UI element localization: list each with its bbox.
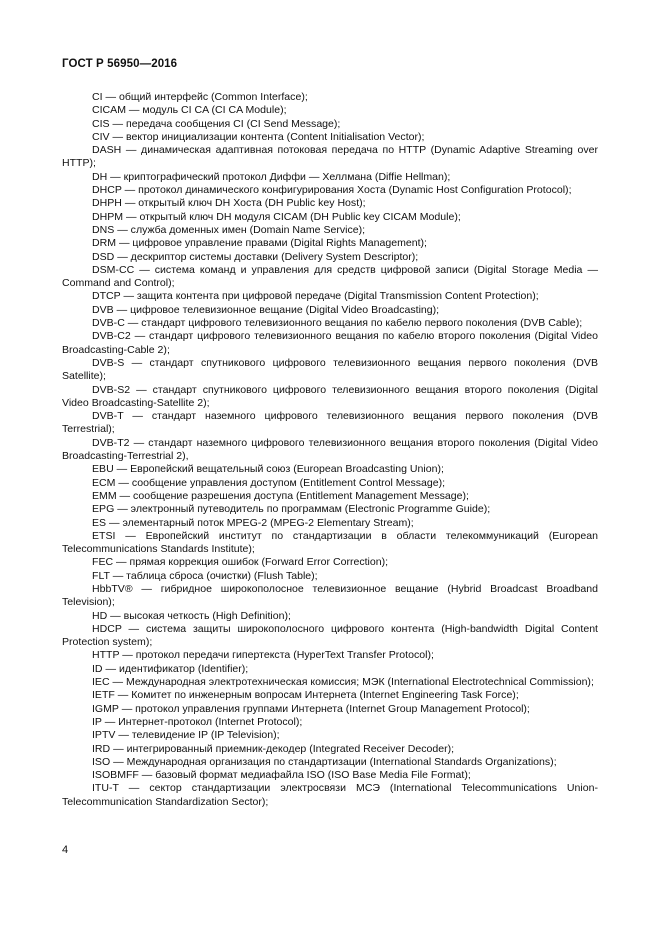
abbreviation-entry: DVB — цифровое телевизионное вещание (Digital Video Broadcasting); <box>92 303 440 316</box>
abbreviation-entry: EPG — электронный путеводитель по программам (Electronic Programme Guide); <box>92 503 491 516</box>
abbreviation-entry: HbbTV® — гибридное широкополосное телевизионное вещание (Hybrid Broadcast Broadband Television); <box>62 582 598 609</box>
abbreviation-entry: DHPM — открытый ключ DH модуля CICAM (DH Public key CICAM Module); <box>92 210 461 223</box>
abbreviation-entry: DHCP — протокол динамического конфигурирования Хоста (Dynamic Host Configuration Protocol); <box>92 184 572 197</box>
abbreviation-entry: DRM — цифровое управление правами (Digital Rights Management); <box>92 237 427 250</box>
abbreviation-entry: EMM — сообщение разрешения доступа (Entitlement Management Message); <box>92 489 469 502</box>
document-header: ГОСТ Р 56950—2016 <box>62 58 178 70</box>
abbreviation-entry: DNS — служба доменных имен (Domain Name Service); <box>92 223 366 236</box>
abbreviation-entry: IEC — Международная электротехническая комиссия; МЭК (International Electrotechnical Commission); <box>92 676 594 689</box>
abbreviation-entry: DH — криптографический протокол Диффи — Хеллмана (Diffie Hellman); <box>92 170 451 183</box>
abbreviation-entry: IGMP — протокол управления группами Интернета (Internet Group Management Protocol); <box>92 702 530 715</box>
abbreviation-entry: ETSI — Европейский институт по стандартизации в области телекоммуникаций (European Telecommunications Standards Institute); <box>62 529 598 556</box>
abbreviation-entry: DTCP — защита контента при цифровой передаче (Digital Transmission Content Protection); <box>92 290 539 303</box>
abbreviation-entry: IPTV — телевидение IP (IP Television); <box>92 729 280 742</box>
abbreviation-entry: DASH — динамическая адаптивная потоковая передача по HTTP (Dynamic Adaptive Streaming over HTTP); <box>62 144 598 170</box>
abbreviation-entry: FLT — таблица сброса (очистки) (Flush Table); <box>92 569 318 582</box>
abbreviation-entry: CI — общий интерфейс (Common Interface); <box>92 91 308 103</box>
abbreviations-list <box>62 91 598 809</box>
abbreviation-entry: FEC — прямая коррекция ошибок (Forward Error Correction); <box>92 556 389 569</box>
abbreviation-entry: EBU — Европейский вещательный союз (European Broadcasting Union); <box>92 463 444 476</box>
abbreviation-entry: ECM — сообщение управления доступом (Entitlement Control Message); <box>92 476 446 489</box>
abbreviation-entry: DSM-CC — система команд и управления для средств цифровой записи (Digital Storage Media — Command and Control); <box>62 263 598 290</box>
abbreviation-entry: HTTP — протокол передачи гипертекста (HyperText Transfer Protocol); <box>92 649 434 662</box>
abbreviation-entry: ID — идентификатор (Identifier); <box>92 662 249 675</box>
abbreviation-entry: DSD — дескриптор системы доставки (Delivery System Descriptor); <box>92 250 419 263</box>
abbreviation-entry: ISOBMFF — базовый формат медиафайла ISO (ISO Base Media File Format); <box>92 769 471 782</box>
abbreviation-entry: ES — элементарный поток MPEG-2 (MPEG-2 Elementary Stream); <box>92 516 414 529</box>
abbreviation-entry: CIS — передача сообщения CI (CI Send Message); <box>92 117 341 130</box>
abbreviation-entry: ITU-T — сектор стандартизации электросвязи МСЭ (International Telecommunications Union-Telecommunication Standardization Sector); <box>62 782 598 808</box>
abbreviation-entry: IETF — Комитет по инженерным вопросам Интернета (Internet Engineering Task Force); <box>92 689 519 702</box>
page-number: 4 <box>62 844 69 856</box>
abbreviation-entry: DVB-S — стандарт спутникового цифрового телевизионного вещания первого поколения (DVB Satellite); <box>62 356 598 383</box>
abbreviation-entry: DVB-T2 — стандарт наземного цифрового телевизионного вещания второго поколения (Digital Video Broadcasting-Terrestrial 2), <box>62 436 598 463</box>
abbreviation-entry: DVB-T — стандарт наземного цифрового телевизионного вещания первого поколения (DVB Terrestrial); <box>62 410 598 436</box>
abbreviation-entry: DVB-C2 — стандарт цифрового телевизионного вещания по кабелю второго поколения (Digital Video Broadcasting-Cable 2); <box>62 330 598 356</box>
abbreviation-entry: CIV — вектор инициализации контента (Content Initialisation Vector); <box>92 130 425 143</box>
abbreviation-entry: HDCP — система защиты широкополосного цифрового контента (High-bandwidth Digital Content Protection system); <box>62 622 598 649</box>
abbreviation-entry: DVB-S2 — стандарт спутникового цифрового телевизионного вещания второго поколения (Digital Video Broadcasting-Satellite 2); <box>62 383 598 409</box>
abbreviation-entry: DHPH — открытый ключ DH Хоста (DH Public key Host); <box>92 197 366 210</box>
abbreviation-entry: DVB-C — стандарт цифрового телевизионного вещания по кабелю первого поколения (DVB Cable); <box>92 317 583 330</box>
abbreviation-entry: IP — Интернет-протокол (Internet Protocol); <box>92 715 303 728</box>
abbreviation-entry: HD — высокая четкость (High Definition); <box>92 609 291 622</box>
abbreviation-entry: IRD — интегрированный приемник-декодер (Integrated Receiver Decoder); <box>92 742 455 755</box>
abbreviation-entry: CICAM — модуль CI CA (CI CA Module); <box>92 104 287 117</box>
abbreviation-entry: ISO — Международная организация по стандартизации (International Standards Organizations); <box>92 755 557 768</box>
